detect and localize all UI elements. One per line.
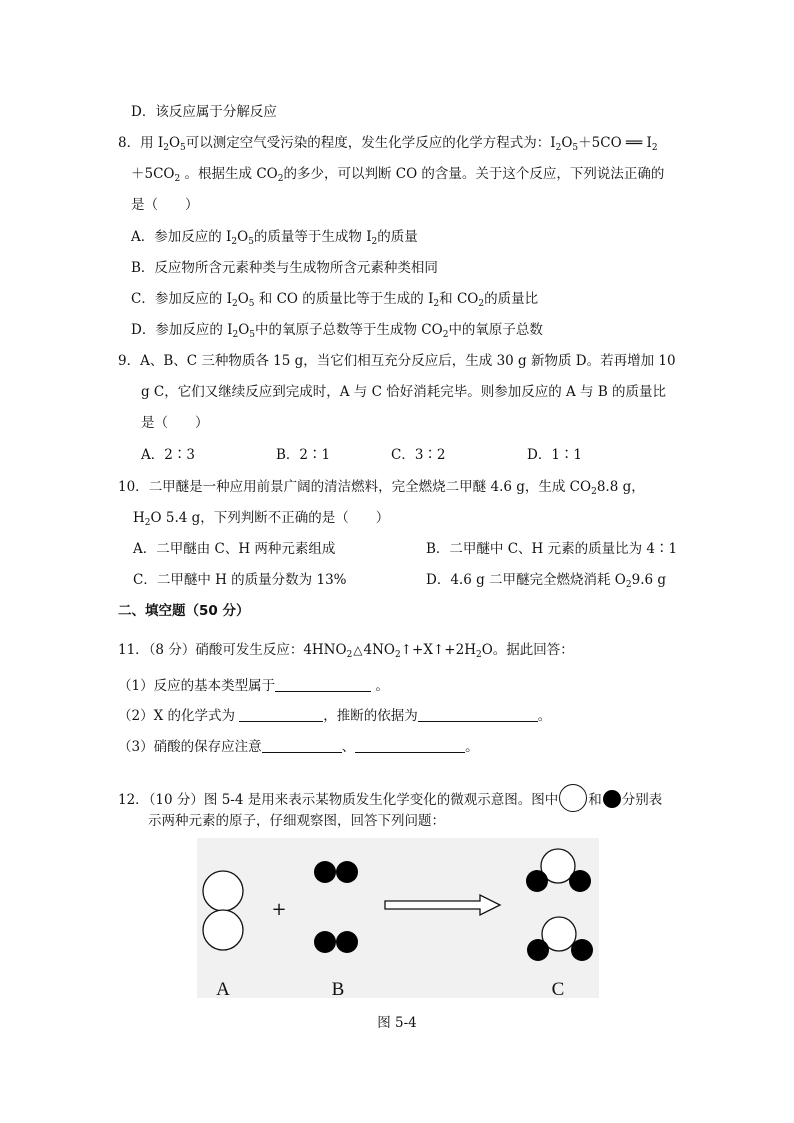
molecule-c2-filled-atom-right [571,939,593,961]
answer-blank[interactable] [355,738,465,753]
q10-line1: 10．二甲醚是一种应用前景广阔的清洁燃料，完全燃烧二甲醚 4.6 g，生成 $CO_28.8$ g， [118,479,645,497]
q12-line2: 示两种元素的原子，仔细观察图，回答下列问题： [148,813,445,829]
q9-line2: g C，它们又继续反应到完成时，A 与 C 恰好消耗完毕。则参加反应的 A 与 B 的质量比 [141,384,667,400]
molecule-c1-filled-atom-left [526,870,548,892]
q10-option-c: C．二甲醚中 H 的质量分数为 13% [133,572,347,588]
q12-line1: 12．（10 分）图 5-4 是用来表示某物质发生化学变化的微观示意图。图中 和 分别表 [118,784,662,812]
q11-part3: （3）硝酸的保存应注意 、 。 [118,739,479,755]
q7-option-d: D．该反应属于分解反应 [131,104,277,120]
q11-intro: 11．（8 分）硝酸可发生反应：$4HNO_2\triangle 4NO_2↑+X↑+2H_2O$。据此回答： [118,642,574,660]
label-a: A [216,979,230,998]
q8-option-b: B．反应物所含元素种类与生成物所含元素种类相同 [131,260,438,276]
plus-sign: + [271,899,287,920]
q10-option-b: B．二甲醚中 C、H 元素的质量比为 4∶1 [426,541,678,557]
q9-option-d: D．1∶1 [527,447,583,463]
q8-option-d: D．参加反应的 $I_2O_5$中的氧原子总数等于生成物 $CO_2$中的氧原子总数 [131,322,543,340]
q8-line2: $+5CO_2$ 。根据生成 $CO_2$的多少，可以判断 CO 的含量。关于这个反应，下列说法正确的 [131,166,665,184]
section-title-fill-in: 二、填空题（50 分） [118,603,250,619]
filled-atom-icon [603,790,621,808]
reaction-arrow-icon [385,895,500,915]
q9-option-b: B．2∶1 [276,447,331,463]
q8-line1: 8．用 $I_2O_5$可以测定空气受污染的程度，发生化学反应的化学方程式为：$I_2O_5+5CO$ ══ $I_2$ [118,135,658,153]
q11-part2: （2）X 的化学式为 ，推断的依据为 。 [118,708,552,724]
reaction-diagram-svg [197,838,599,998]
q9-option-c: C．3∶2 [391,447,446,463]
answer-blank[interactable] [418,707,538,722]
q9-line3: 是（ ） [141,415,209,431]
answer-blank[interactable] [239,707,323,722]
molecule-c1-filled-atom-right [569,870,591,892]
label-b: B [331,979,345,998]
answer-blank[interactable] [262,738,342,753]
molecule-c2-filled-atom-left [527,939,549,961]
q8-option-c: C．参加反应的 $I_2O_5$ 和 CO 的质量比等于生成的 $I_2$和 $CO_2$的质量比 [131,291,539,309]
q10-option-d: D．4.6 g 二甲醚完全燃烧消耗 $O_29.6$ g [426,572,667,590]
molecule-b1-atom-right [336,861,358,883]
q11-part1: （1）反应的基本类型属于 。 [118,678,389,694]
figure-caption: 图 5-4 [377,1015,417,1031]
molecule-b2-atom-right [336,931,358,953]
q9-line1: 9．A、B、C 三种物质各 15 g，当它们相互充分反应后，生成 30 g 新物质 D。若再增加 10 [118,353,676,369]
q9-option-a: A．2∶3 [141,447,195,463]
q10-line2: $H_2O$ 5.4 g，下列判断不正确的是（ ） [133,510,390,528]
molecule-a-atom-top [203,871,243,911]
molecule-a-atom-bottom [203,910,243,950]
q8-option-a: A．参加反应的 $I_2O_5$的质量等于生成物 $I_2$的质量 [131,229,418,247]
answer-blank[interactable] [275,677,371,692]
molecule-b2-atom-left [314,931,336,953]
delta-heat-symbol: △ [353,643,363,657]
molecule-b1-atom-left [314,861,336,883]
q10-option-a: A．二甲醚由 C、H 两种元素组成 [133,541,336,557]
reaction-diagram [197,838,599,998]
label-c: C [551,979,565,998]
q8-line3: 是（ ） [131,197,199,213]
open-atom-icon [559,784,587,812]
